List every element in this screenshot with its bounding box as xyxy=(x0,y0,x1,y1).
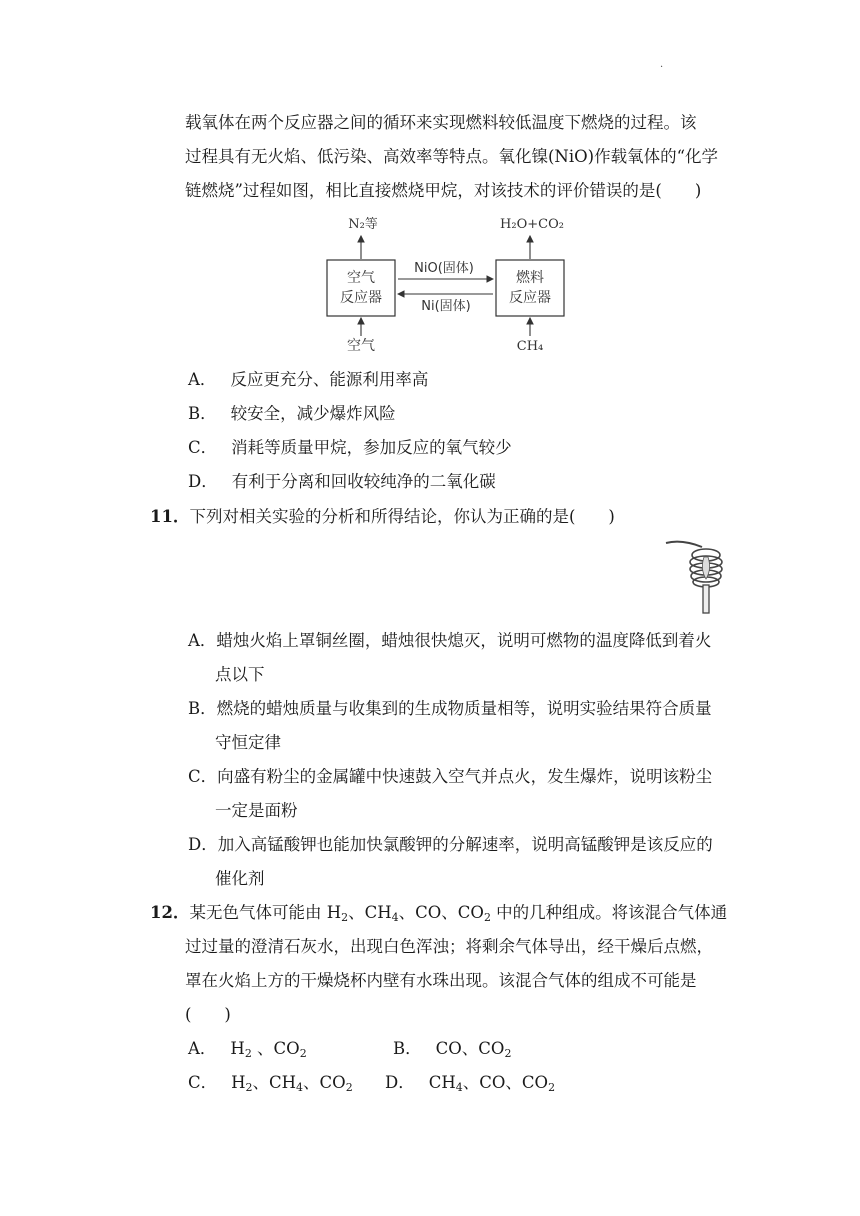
q12-line-1: 12．某无色气体可能由 $H_2$、$CH_4$、CO、$CO_2$ 中的几种组成。将该混合气体通 xyxy=(150,903,728,924)
q12-number: 12． xyxy=(150,903,190,922)
q11-option-c-line2: 一定是面粉 xyxy=(215,801,298,820)
h2o-co2-label: H₂O+CO₂ xyxy=(500,217,564,232)
q11-option-a-line2: 点以下 xyxy=(215,665,265,684)
q10-option-c: C． 消耗等质量甲烷，参加反应的氧气较少 xyxy=(188,438,512,457)
page-dot: · xyxy=(660,62,664,73)
air-reactor-label-2: 反应器 xyxy=(340,290,382,306)
copper-coil-candle-illustration xyxy=(662,537,732,617)
q12-option-d: D． $CH_4$、CO、$CO_2$ xyxy=(385,1073,556,1094)
q11-option-c-line1: C．向盛有粉尘的金属罐中快速鼓入空气并点火，发生爆炸，说明该粉尘 xyxy=(188,767,713,786)
fuel-reactor-label-2: 反应器 xyxy=(509,290,551,306)
q10-option-b: B． 较安全，减少爆炸风险 xyxy=(188,404,396,423)
air-in-label: 空气 xyxy=(347,338,375,354)
q11-option-a-line1: A．蜡烛火焰上罩铜丝圈，蜡烛很快熄灭，说明可燃物的温度降低到着火 xyxy=(188,631,712,650)
n2-label: N₂等 xyxy=(348,217,378,232)
q11-option-b-line1: B．燃烧的蜡烛质量与收集到的生成物质量相等，说明实验结果符合质量 xyxy=(188,699,712,718)
q10-option-a: A． 反应更充分、能源利用率高 xyxy=(188,370,429,389)
intro-line-2: 过程具有无火焰、低污染、高效率等特点。氧化镍(NiO)作载氧体的“化学 xyxy=(185,147,719,166)
intro-line-3: 链燃烧”过程如图，相比直接燃烧甲烷，对该技术的评价错误的是( ) xyxy=(185,181,702,200)
q10-option-d: D． 有利于分离和回收较纯净的二氧化碳 xyxy=(188,472,496,491)
q11-stem: 11．下列对相关实验的分析和所得结论，你认为正确的是( ) xyxy=(150,507,615,526)
fuel-reactor-label-1: 燃料 xyxy=(516,270,544,286)
air-reactor-box xyxy=(327,260,395,316)
q11-option-d-line2: 催化剂 xyxy=(215,869,265,888)
ni-label: Ni(固体) xyxy=(421,299,471,314)
air-reactor-label-1: 空气 xyxy=(347,270,375,286)
chemical-looping-diagram xyxy=(318,210,578,360)
intro-line-1: 载氧体在两个反应器之间的循环来实现燃料较低温度下燃烧的过程。该 xyxy=(185,113,697,132)
q11-option-d-line1: D．加入高锰酸钾也能加快氯酸钾的分解速率，说明高锰酸钾是该反应的 xyxy=(188,835,713,854)
q12-option-c: C． $H_2$、$CH_4$、$CO_2$ xyxy=(188,1073,353,1094)
q12-option-b: B． CO、$CO_2$ xyxy=(393,1039,512,1060)
q12-option-a: A． $H_2$ 、$CO_2$ xyxy=(188,1039,307,1060)
nio-label: NiO(固体) xyxy=(414,261,474,276)
q11-number: 11． xyxy=(150,507,190,526)
q12-line-2: 过过量的澄清石灰水，出现白色浑浊；将剩余气体导出，经干燥后点燃， xyxy=(185,937,713,956)
q11-option-b-line2: 守恒定律 xyxy=(215,733,281,752)
q12-line-4: ( ) xyxy=(185,1005,231,1024)
fuel-reactor-box xyxy=(496,260,564,316)
ch4-label: CH₄ xyxy=(516,339,544,354)
q12-line-3: 罩在火焰上方的干燥烧杯内壁有水珠出现。该混合气体的组成不可能是 xyxy=(185,971,697,990)
